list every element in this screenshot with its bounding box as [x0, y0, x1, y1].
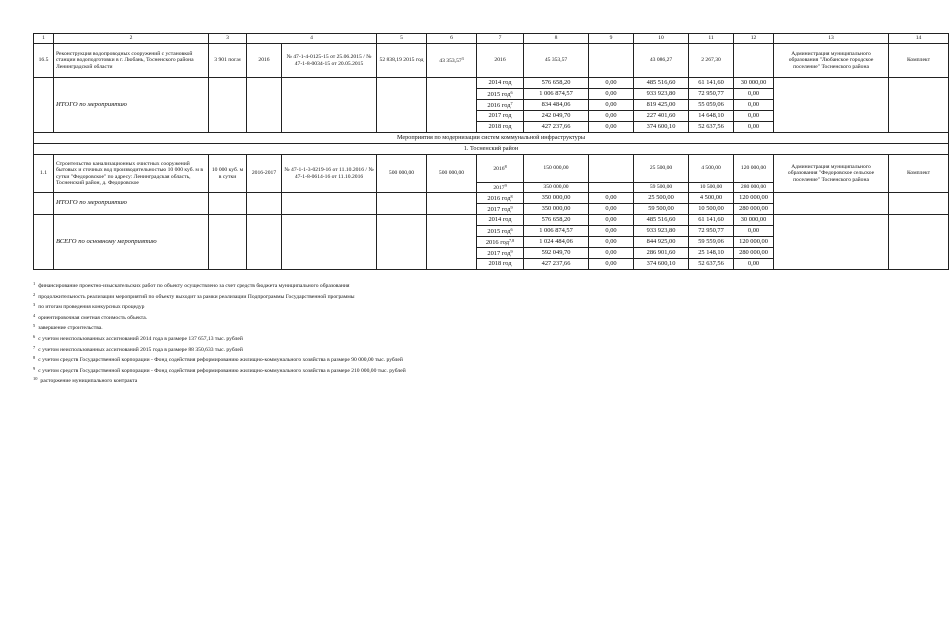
federal-amount: 0,00: [589, 204, 634, 215]
empty-cell: [209, 193, 247, 215]
total-amount: 150 000,00: [524, 155, 589, 183]
summary-row: [34, 193, 949, 204]
other-amount: 120 000,00: [734, 237, 774, 248]
empty-cell: [427, 193, 477, 215]
footnote-text: с учетом неиспользованных ассигнований 2015 года в размере 88 350,633 тыс. рублей: [38, 346, 243, 353]
table-row: [34, 155, 949, 183]
footnote: [33, 354, 733, 365]
col-header: 12: [734, 34, 774, 44]
footnote-number: 1: [33, 281, 36, 286]
federal-amount: 0,00: [589, 215, 634, 226]
year-label: 2017: [493, 185, 505, 192]
empty-cell: [34, 193, 54, 215]
finance-year: [477, 89, 524, 100]
other-amount: 0,00: [734, 89, 774, 100]
section-row: [34, 133, 949, 144]
year-label: 2015 год: [487, 227, 511, 235]
footnote-text: продолжительность реализации мероприятий по объекту выходит за рамки реализации Подпрограммы Государственной программы: [38, 293, 355, 300]
footnote-number: 7: [33, 344, 36, 350]
years: 2016-2017: [247, 155, 282, 193]
footnote-number: 6: [33, 333, 36, 339]
footnote-ref: 6: [510, 89, 513, 95]
footnote-number: 8: [33, 355, 36, 361]
remaining-cost: 500 000,00: [427, 155, 477, 193]
empty-cell: [427, 78, 477, 133]
col-header: 4: [247, 34, 377, 44]
total-amount: 242 049,70: [524, 111, 589, 122]
year-label: 2017 год: [487, 205, 511, 213]
municipal-amount: 10 500,00: [689, 183, 734, 193]
empty-cell: [247, 78, 282, 133]
regional-amount: 43 086,27: [634, 44, 689, 78]
total-amount: 576 658,20: [524, 215, 589, 226]
total-amount: 350 000,00: [524, 183, 589, 193]
federal-amount: [589, 44, 634, 78]
document-sheet: [33, 33, 931, 270]
col-header: 14: [889, 34, 949, 44]
federal-amount: 0,00: [589, 226, 634, 237]
footnote-ref: 9: [510, 248, 513, 254]
col-header: 10: [634, 34, 689, 44]
footnote-ref: 7: [510, 100, 513, 106]
summary-label: ВСЕГО по основному мероприятию: [54, 215, 209, 270]
footnote: [33, 312, 733, 323]
regional-amount: 374 600,10: [634, 122, 689, 133]
district-title: 1. Тосненский район: [34, 144, 949, 155]
year-label: 2018 год: [488, 259, 512, 267]
finance-year: [477, 155, 524, 183]
col-header: 9: [589, 34, 634, 44]
municipal-amount: 10 500,00: [689, 204, 734, 215]
footnotes: [33, 280, 733, 386]
regional-amount: 933 923,80: [634, 89, 689, 100]
col-header: 13: [774, 34, 889, 44]
total-amount: 350 000,00: [524, 204, 589, 215]
municipal-amount: 4 500,00: [689, 193, 734, 204]
footnote-number: 10: [33, 376, 38, 382]
federal-amount: 0,00: [589, 259, 634, 270]
footnote-number: 2: [33, 291, 36, 297]
year-label: 2016: [493, 166, 505, 173]
regional-amount: 286 901,60: [634, 248, 689, 259]
other-amount: 120 000,00: [734, 155, 774, 183]
federal-amount: [589, 155, 634, 183]
col-header: 5: [377, 34, 427, 44]
footnote: [33, 301, 733, 312]
total-amount: 350 000,00: [524, 193, 589, 204]
empty-cell: [774, 215, 889, 270]
object-name: Реконструкция водопроводных сооружений с установкой станции водоподготовки в г. Любань, Тосненского района Ленинградской области: [54, 44, 209, 78]
finance-year: [477, 248, 524, 259]
year-label: 2016 год: [485, 238, 509, 246]
finance-year: [477, 204, 524, 215]
regional-amount: 25 500,00: [634, 193, 689, 204]
footnote-text: с учетом средств Государственной корпорации - Фонд содействия реформированию жилищно-коммунального хозяйства в размере 90 000,00 тыс. рублей: [38, 357, 403, 364]
summary-row: [34, 78, 949, 89]
year-label: 2014 год: [488, 215, 512, 223]
federal-amount: 0,00: [589, 122, 634, 133]
municipal-amount: 59 559,06: [689, 237, 734, 248]
empty-cell: [774, 78, 889, 133]
federal-amount: 0,00: [589, 193, 634, 204]
finance-year: [477, 100, 524, 111]
other-amount: 0,00: [734, 122, 774, 133]
finance-year: [477, 215, 524, 226]
empty-cell: [427, 215, 477, 270]
remaining-value: 43 353,57: [439, 58, 462, 65]
other-amount: 30 000,00: [734, 215, 774, 226]
finance-year: [477, 259, 524, 270]
section-title: Мероприятия по модернизации систем коммунальной инфраструктуры: [34, 133, 949, 144]
empty-cell: [247, 215, 282, 270]
footnote: [33, 375, 733, 386]
empty-cell: [774, 193, 889, 215]
footnote: [33, 280, 733, 291]
footnote-number: 3: [33, 302, 36, 308]
footnote-text: завершение строительства.: [38, 325, 103, 332]
estimated-cost: 500 000,00: [377, 155, 427, 193]
row-number: 1.1: [34, 155, 54, 193]
municipal-amount: 61 141,60: [689, 215, 734, 226]
empty-cell: [282, 78, 377, 133]
footnote-text: с учетом средств Государственной корпорации - Фонд содействия реформированию жилищно-коммунального хозяйства в размере 210 000,00 тыс. рублей: [38, 367, 406, 374]
finance-year: [477, 226, 524, 237]
col-header: 11: [689, 34, 734, 44]
footnote-ref: 7,8: [508, 237, 515, 243]
municipal-amount: 14 648,10: [689, 111, 734, 122]
municipal-amount: 61 141,60: [689, 78, 734, 89]
regional-amount: 25 500,00: [634, 155, 689, 183]
footnote-number: 4: [33, 312, 36, 318]
municipal-amount: 4 500,00: [689, 155, 734, 183]
total-amount: 834 484,06: [524, 100, 589, 111]
federal-amount: 0,00: [589, 89, 634, 100]
regional-amount: 819 425,00: [634, 100, 689, 111]
other-amount: 280 000,00: [734, 204, 774, 215]
col-header: 3: [209, 34, 247, 44]
footnote-number: 5: [33, 323, 36, 329]
total-amount: 1 006 874,57: [524, 89, 589, 100]
executor: Администрация муниципального образования "Любанское городское поселение" Тосненского района: [774, 44, 889, 78]
municipal-amount: 52 637,56: [689, 259, 734, 270]
empty-cell: [282, 193, 377, 215]
empty-cell: [377, 215, 427, 270]
total-amount: 1 024 484,06: [524, 237, 589, 248]
federal-amount: 0,00: [589, 100, 634, 111]
empty-cell: [247, 193, 282, 215]
empty-cell: [377, 78, 427, 133]
summary-label: ИТОГО по мероприятию: [54, 193, 209, 215]
empty-cell: [209, 78, 247, 133]
empty-cell: [889, 215, 949, 270]
total-amount: 45 353,57: [524, 44, 589, 78]
program-table: [33, 33, 949, 270]
capacity: 3 901 пог.м: [209, 44, 247, 78]
empty-cell: [209, 215, 247, 270]
col-header: 8: [524, 34, 589, 44]
other-amount: 0,00: [734, 111, 774, 122]
expertise-docs: № 47-1-4-0125-15 от 25.06.2015 / № 47-1-8-0034-15 от 20.05.2015: [282, 44, 377, 78]
footnote-text: с учетом неиспользованных ассигнований 2014 года в размере 137 657,13 тыс. рублей: [38, 335, 243, 342]
federal-amount: 0,00: [589, 248, 634, 259]
other-amount: 0,00: [734, 100, 774, 111]
footnote-text: ориентировочная сметная стоимость объекта.: [38, 314, 148, 321]
years: 2016: [247, 44, 282, 78]
regional-amount: 59 500,00: [634, 183, 689, 193]
summary-label: ИТОГО по мероприятию: [54, 78, 209, 133]
remaining-cost: [427, 44, 477, 78]
municipal-amount: 2 267,30: [689, 44, 734, 78]
other-amount: 0,00: [734, 226, 774, 237]
municipal-amount: 52 637,56: [689, 122, 734, 133]
other-amount: 30 000,00: [734, 78, 774, 89]
executor: Администрация муниципального образования "Федоровское сельское поселение" Тосненского района: [774, 155, 889, 193]
footnote-ref: 8: [510, 193, 513, 199]
empty-cell: [282, 215, 377, 270]
federal-amount: 0,00: [589, 111, 634, 122]
regional-amount: 485 516,60: [634, 78, 689, 89]
finance-year: 2016: [477, 44, 524, 78]
estimated-cost: 52 838,19 2015 год: [377, 44, 427, 78]
object-name: Строительство канализационных очистных сооружений бытовых и сточных вод производительностью 10 000 куб. м в сутки "Федоровское" по адресу: Ленинградская область, Тосненский район, д. Федоровское: [54, 155, 209, 193]
footnote-ref: 9: [510, 204, 513, 210]
empty-cell: [377, 193, 427, 215]
finance-year: [477, 183, 524, 193]
year-label: 2014 год: [488, 78, 512, 86]
federal-amount: 0,00: [589, 237, 634, 248]
empty-cell: [889, 193, 949, 215]
finance-year: [477, 78, 524, 89]
regional-amount: 227 401,60: [634, 111, 689, 122]
footnote-text: финансирование проектно-изыскательских работ по объекту осуществлено за счет средств бюджета муниципального образования: [38, 283, 350, 289]
status: Комплект: [889, 155, 949, 193]
footnote-ref: 3: [461, 56, 464, 62]
finance-year: [477, 237, 524, 248]
other-amount: [734, 44, 774, 78]
empty-cell: [34, 78, 54, 133]
federal-amount: [589, 183, 634, 193]
other-amount: 0,00: [734, 259, 774, 270]
other-amount: 280 000,00: [734, 248, 774, 259]
header-row: [34, 34, 949, 44]
regional-amount: 59 500,00: [634, 204, 689, 215]
total-amount: 592 049,70: [524, 248, 589, 259]
total-amount: 427 237,66: [524, 259, 589, 270]
footnote: [33, 365, 733, 376]
municipal-amount: 25 148,10: [689, 248, 734, 259]
summary-row: [34, 215, 949, 226]
municipal-amount: 72 950,77: [689, 226, 734, 237]
regional-amount: 844 925,00: [634, 237, 689, 248]
municipal-amount: 72 950,77: [689, 89, 734, 100]
footnote-number: 9: [33, 365, 36, 371]
empty-cell: [889, 78, 949, 133]
other-amount: 280 000,00: [734, 183, 774, 193]
regional-amount: 374 600,10: [634, 259, 689, 270]
footnote-ref: 9: [504, 183, 507, 189]
col-header: 2: [54, 34, 209, 44]
finance-year: [477, 193, 524, 204]
footnote-text: по итогам проведения конкурсных процедур: [38, 304, 145, 311]
table-row: [34, 44, 949, 78]
year-label: 2018 год: [488, 122, 512, 130]
col-header: 6: [427, 34, 477, 44]
year-label: 2016 год: [487, 194, 511, 202]
capacity: 10 000 куб. м в сутки: [209, 155, 247, 193]
col-header: 1: [34, 34, 54, 44]
year-label: 2015 год: [487, 90, 511, 98]
footnote: [33, 333, 733, 344]
finance-year: [477, 122, 524, 133]
col-header: 7: [477, 34, 524, 44]
row-number: 16.5: [34, 44, 54, 78]
total-amount: 427 237,66: [524, 122, 589, 133]
footnote: [33, 344, 733, 355]
footnote: [33, 291, 733, 302]
status: Комплект: [889, 44, 949, 78]
regional-amount: 485 516,60: [634, 215, 689, 226]
total-amount: 1 006 874,57: [524, 226, 589, 237]
year-label: 2017 год: [487, 249, 511, 257]
footnote: [33, 322, 733, 333]
regional-amount: 933 923,80: [634, 226, 689, 237]
footnote-ref: 6: [510, 226, 513, 232]
footnote-ref: 8: [504, 164, 507, 170]
expertise-docs: № 47-1-1-3-0219-16 от 11.10.2016 / № 47-1-8-0614-16 от 11.10.2016: [282, 155, 377, 193]
total-amount: 576 658,20: [524, 78, 589, 89]
year-label: 2016 год: [487, 101, 511, 109]
other-amount: 120 000,00: [734, 193, 774, 204]
finance-year: [477, 111, 524, 122]
district-row: [34, 144, 949, 155]
year-label: 2017 год: [488, 111, 512, 119]
municipal-amount: 55 059,06: [689, 100, 734, 111]
footnote-text: расторжение муниципального контракта: [40, 378, 138, 385]
empty-cell: [34, 215, 54, 270]
federal-amount: 0,00: [589, 78, 634, 89]
